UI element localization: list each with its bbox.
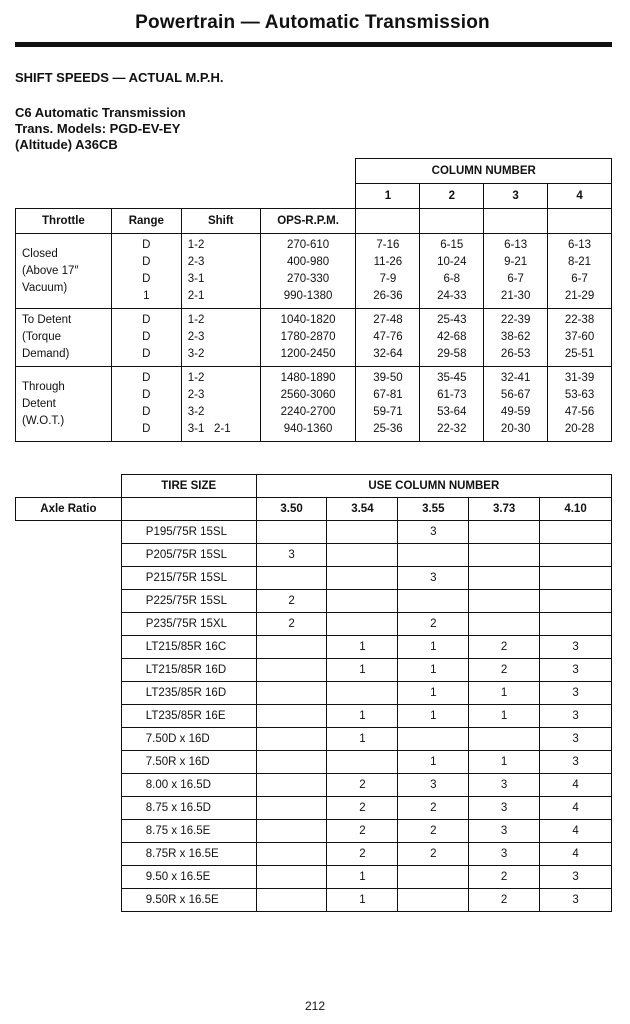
table-row (16, 567, 612, 590)
column-number-cell (398, 728, 469, 751)
column-number-cell (398, 544, 469, 567)
rpm-cell (260, 367, 356, 442)
shift-cell-line: 1-2 (187, 314, 205, 326)
blank-cell (16, 843, 122, 866)
table-row (16, 521, 612, 544)
shift-group-row (16, 234, 612, 309)
column-number-cell: 3 (540, 636, 612, 659)
column-number: 3 (484, 184, 548, 209)
rpm-cell-line: 2560-3060 (280, 389, 336, 401)
column-number-cell (540, 590, 612, 613)
column-number-cell (398, 889, 469, 912)
speed-cell-line: 26-53 (500, 348, 531, 360)
blank-cell (16, 705, 122, 728)
speed-cell-line: 11-26 (373, 256, 403, 268)
rpm-cell-line: 270-330 (286, 273, 330, 285)
speed-cell-line: 29-58 (437, 348, 467, 360)
throttle-header: Throttle (16, 209, 112, 234)
tire-size-cell: 8.75R x 16.5E (121, 843, 256, 866)
range-cell-line: D (142, 239, 151, 251)
table-row (16, 774, 612, 797)
column-number-cell: 4 (540, 820, 612, 843)
column-number-cell (256, 797, 327, 820)
table-row (16, 590, 612, 613)
range-cell-line: D (142, 331, 151, 343)
blank-cell (16, 774, 122, 797)
axle-ratio: 3.73 (469, 498, 540, 521)
shift-speeds-table (15, 158, 612, 442)
shift-cell-line: 2-3 (187, 389, 205, 401)
rpm-cell-line: 1040-1820 (280, 314, 336, 326)
column-number-cell (256, 705, 327, 728)
speed-cell-line: 25-36 (373, 423, 403, 435)
subheading-line-3: (Altitude) A36CB (15, 137, 118, 152)
throttle-cell (16, 309, 112, 367)
blank-cell (16, 820, 122, 843)
column-number-cell (469, 728, 540, 751)
column-number-cell: 3 (398, 521, 469, 544)
blank-cell (16, 544, 122, 567)
column-number-cell: 3 (398, 567, 469, 590)
table-row (16, 820, 612, 843)
column-number-cell: 4 (540, 797, 612, 820)
column-number-cell: 2 (256, 590, 327, 613)
column-number-cell: 3 (540, 751, 612, 774)
column-number-cell (256, 521, 327, 544)
speed-cell-line: 7-9 (379, 273, 397, 285)
speed-cell-line: 38-62 (500, 331, 531, 343)
column-number-cell: 2 (398, 797, 469, 820)
shift-header: Shift (181, 209, 260, 234)
column-number-header: COLUMN NUMBER (356, 159, 612, 184)
shift-cell-line: 3-1 2-1 (187, 423, 231, 435)
tire-size-cell: 9.50 x 16.5E (121, 866, 256, 889)
speed-cell-line: 21-29 (564, 290, 595, 302)
column-number-cell: 2 (469, 636, 540, 659)
column-number-cell: 2 (469, 889, 540, 912)
column-number-cell: 3 (469, 820, 540, 843)
rpm-cell-line: 270-610 (286, 239, 330, 251)
column-number-cell (256, 682, 327, 705)
shift-cell (181, 367, 260, 442)
table-row (16, 843, 612, 866)
speed-cell-line: 26-36 (373, 290, 403, 302)
shift-cell-line: 2-1 (187, 290, 205, 302)
speed-cell-line: 42-68 (437, 331, 467, 343)
shift-cell-line: 2-3 (187, 331, 205, 343)
column-number-cell: 1 (398, 705, 469, 728)
tire-size-cell: P215/75R 15SL (121, 567, 256, 590)
column-number-cell (256, 751, 327, 774)
table-row (16, 866, 612, 889)
speed-cell-line: 39-50 (373, 372, 403, 384)
speed-cell-line: 9-21 (504, 256, 528, 268)
column-number-cell (540, 567, 612, 590)
column-number-cell: 1 (327, 728, 398, 751)
column-number-cell: 2 (327, 820, 398, 843)
throttle-cell-line: (Torque (22, 331, 61, 343)
range-cell-line: D (142, 389, 151, 401)
speed-cell-line: 35-45 (437, 372, 467, 384)
axle-ratio: 3.54 (327, 498, 398, 521)
column-number-cell (256, 567, 327, 590)
column-number-cell: 1 (327, 636, 398, 659)
shift-cell (181, 309, 260, 367)
speed-cell (356, 234, 420, 309)
range-cell-line: D (142, 273, 151, 285)
tire-size-cell: LT215/85R 16D (121, 659, 256, 682)
speed-cell (420, 367, 484, 442)
column-number-cell (256, 774, 327, 797)
column-number-cell: 3 (540, 866, 612, 889)
blank-cell (16, 682, 122, 705)
tire-size-cell: 9.50R x 16.5E (121, 889, 256, 912)
axle-ratio: 4.10 (540, 498, 612, 521)
subheading-line-1: C6 Automatic Transmission (15, 105, 186, 120)
column-number-cell: 2 (469, 659, 540, 682)
column-number-cell: 1 (398, 751, 469, 774)
column-number-cell: 1 (469, 751, 540, 774)
speed-cell-line: 22-39 (500, 314, 531, 326)
table-row (16, 659, 612, 682)
column-number-cell (540, 544, 612, 567)
range-cell-line: D (142, 256, 151, 268)
speed-cell-line: 20-30 (500, 423, 531, 435)
blank-cell (16, 521, 122, 544)
column-number-cell (256, 843, 327, 866)
speed-cell-line: 25-43 (437, 314, 467, 326)
page-number: 212 (304, 999, 326, 1013)
speed-cell (484, 309, 548, 367)
column-number-cell (256, 659, 327, 682)
axle-ratio-header: Axle Ratio (16, 498, 122, 521)
column-number-cell: 1 (469, 682, 540, 705)
speed-cell-line: 49-59 (500, 406, 531, 418)
column-number-cell: 2 (398, 613, 469, 636)
tire-size-cell: P225/75R 15SL (121, 590, 256, 613)
tire-size-cell: 8.00 x 16.5D (121, 774, 256, 797)
table-row (16, 797, 612, 820)
blank-cell (16, 567, 122, 590)
column-number-cell (327, 544, 398, 567)
tire-size-cell: 7.50R x 16D (121, 751, 256, 774)
column-number-cell (327, 521, 398, 544)
throttle-cell-line: (Above 17″ (22, 264, 79, 277)
speed-cell-line: 56-67 (500, 389, 531, 401)
speed-cell-line: 31-39 (564, 372, 595, 384)
speed-cell-line: 7-16 (376, 239, 400, 251)
range-cell-line: 1 (143, 290, 150, 302)
speed-cell-line: 53-63 (564, 389, 595, 401)
column-number-cell (469, 613, 540, 636)
column-number-cell: 3 (540, 705, 612, 728)
column-number-cell (469, 590, 540, 613)
rpm-cell-line: 400-980 (286, 256, 330, 268)
use-column-number-header: USE COLUMN NUMBER (256, 475, 611, 498)
column-number-cell: 3 (540, 659, 612, 682)
column-number-cell: 3 (256, 544, 327, 567)
shift-cell-line: 1-2 (187, 372, 205, 384)
title-rule (15, 42, 612, 47)
speed-cell-line: 25-51 (564, 348, 595, 360)
range-cell (111, 367, 181, 442)
speed-cell-line: 27-48 (373, 314, 403, 326)
speed-cell (356, 309, 420, 367)
speed-cell (484, 367, 548, 442)
blank-cell (16, 889, 122, 912)
speed-cell-line: 47-76 (373, 331, 403, 343)
column-number-cell: 3 (540, 728, 612, 751)
blank-cell (16, 590, 122, 613)
column-number-cell (398, 590, 469, 613)
rpm-cell-line: 1480-1890 (280, 372, 336, 384)
table-row (16, 613, 612, 636)
subheading-line-2: Trans. Models: PGD-EV-EY (15, 121, 181, 136)
range-header: Range (111, 209, 181, 234)
shift-cell (181, 234, 260, 309)
throttle-cell-line: Detent (22, 397, 56, 410)
blank-cell (16, 728, 122, 751)
column-number-cell: 2 (327, 843, 398, 866)
speed-cell-line: 22-38 (564, 314, 595, 326)
shift-cell-line: 1-2 (187, 239, 205, 251)
tire-size-cell: LT235/85R 16D (121, 682, 256, 705)
shift-group-row (16, 367, 612, 442)
shift-group-row (16, 309, 612, 367)
rpm-cell-line: 1200-2450 (280, 348, 336, 360)
rpm-header: OPS-R.P.M. (260, 209, 356, 234)
tire-size-table (15, 474, 612, 912)
speed-cell-line: 32-41 (500, 372, 531, 384)
column-number-cell: 3 (469, 774, 540, 797)
column-number-cell: 2 (469, 866, 540, 889)
column-number-cell (469, 567, 540, 590)
column-number-cell (327, 590, 398, 613)
speed-cell (548, 309, 612, 367)
axle-ratio: 3.50 (256, 498, 327, 521)
rpm-cell-line: 1780-2870 (280, 331, 336, 343)
column-number-cell (540, 613, 612, 636)
axle-ratio: 3.55 (398, 498, 469, 521)
speed-cell (420, 309, 484, 367)
section-heading: SHIFT SPEEDS — ACTUAL M.P.H. (15, 70, 224, 85)
tire-size-header: TIRE SIZE (121, 475, 256, 498)
speed-cell-line: 8-21 (568, 256, 592, 268)
column-number-cell: 1 (398, 659, 469, 682)
column-number-cell: 2 (398, 843, 469, 866)
column-number-cell (327, 613, 398, 636)
speed-cell-line: 21-30 (500, 290, 531, 302)
blank-cell (16, 866, 122, 889)
rpm-cell-line: 990-1380 (283, 290, 333, 302)
speed-cell-line: 6-13 (568, 239, 592, 251)
speed-cell-line: 10-24 (437, 256, 467, 268)
throttle-cell-line: To Detent (22, 314, 72, 326)
throttle-cell-line: Through (22, 380, 65, 393)
speed-cell (548, 367, 612, 442)
shift-cell-line: 2-3 (187, 256, 205, 268)
column-number-cell: 2 (398, 820, 469, 843)
column-number-cell (256, 889, 327, 912)
shift-cell-line: 3-2 (187, 348, 205, 360)
tire-size-cell: 8.75 x 16.5E (121, 820, 256, 843)
table-row (16, 889, 612, 912)
blank-cell (16, 659, 122, 682)
column-number-cell: 3 (540, 889, 612, 912)
speed-cell-line: 6-15 (440, 239, 464, 251)
column-number-cell: 1 (327, 889, 398, 912)
rpm-cell (260, 234, 356, 309)
table-row (16, 705, 612, 728)
speed-cell-line: 6-7 (507, 273, 524, 285)
table-row (16, 682, 612, 705)
column-number-cell: 1 (398, 636, 469, 659)
column-number-cell (256, 866, 327, 889)
column-number-cell: 2 (327, 774, 398, 797)
speed-cell-line: 6-8 (443, 273, 461, 285)
speed-cell-line: 61-73 (437, 389, 467, 401)
table-row (16, 728, 612, 751)
tire-size-cell: 7.50D x 16D (121, 728, 256, 751)
column-number-cell: 1 (327, 659, 398, 682)
tire-size-cell: LT215/85R 16C (121, 636, 256, 659)
speed-cell (548, 234, 612, 309)
column-number-cell (469, 544, 540, 567)
column-number-cell: 3 (398, 774, 469, 797)
shift-cell-line: 3-1 (187, 273, 205, 285)
column-number-cell (327, 567, 398, 590)
column-number-cell: 3 (469, 797, 540, 820)
speed-cell (484, 234, 548, 309)
speed-cell-line: 6-7 (571, 273, 588, 285)
column-number-cell: 3 (540, 682, 612, 705)
tire-size-cell: P235/75R 15XL (121, 613, 256, 636)
column-number-cell: 3 (469, 843, 540, 866)
page-title: Powertrain — Automatic Transmission (135, 12, 490, 33)
blank-cell (16, 613, 122, 636)
column-number-cell: 1 (327, 866, 398, 889)
tire-size-cell: LT235/85R 16E (121, 705, 256, 728)
rpm-cell (260, 309, 356, 367)
table-row (16, 751, 612, 774)
speed-cell-line: 22-32 (437, 423, 467, 435)
column-number-cell: 4 (540, 843, 612, 866)
table-row (16, 544, 612, 567)
range-cell-line: D (142, 348, 151, 360)
column-number-cell: 1 (327, 705, 398, 728)
tire-size-cell: P205/75R 15SL (121, 544, 256, 567)
speed-cell-line: 53-64 (437, 406, 467, 418)
blank-cell (16, 751, 122, 774)
speed-cell-line: 32-64 (373, 348, 403, 360)
speed-cell (356, 367, 420, 442)
column-number: 4 (548, 184, 612, 209)
range-cell-line: D (142, 314, 151, 326)
throttle-cell-line: Closed (22, 247, 58, 260)
throttle-cell-line: Demand) (22, 348, 70, 360)
speed-cell-line: 37-60 (564, 331, 595, 343)
column-number: 1 (356, 184, 420, 209)
tire-size-cell: P195/75R 15SL (121, 521, 256, 544)
column-number-cell (469, 521, 540, 544)
range-cell (111, 234, 181, 309)
column-number-cell (327, 682, 398, 705)
speed-cell (420, 234, 484, 309)
column-number-cell: 4 (540, 774, 612, 797)
column-number-cell: 1 (398, 682, 469, 705)
range-cell-line: D (142, 423, 151, 435)
column-number-cell (256, 636, 327, 659)
speed-cell-line: 24-33 (437, 290, 467, 302)
column-number: 2 (420, 184, 484, 209)
rpm-cell-line: 2240-2700 (280, 406, 336, 418)
throttle-cell-line: Vacuum) (22, 281, 68, 294)
blank-cell (16, 636, 122, 659)
blank-cell (16, 797, 122, 820)
shift-cell-line: 3-2 (187, 406, 205, 418)
throttle-cell (16, 367, 112, 442)
column-number-cell: 1 (469, 705, 540, 728)
speed-cell-line: 20-28 (564, 423, 595, 435)
table-row (16, 636, 612, 659)
column-number-cell (327, 751, 398, 774)
column-number-cell: 2 (256, 613, 327, 636)
column-number-cell (540, 521, 612, 544)
column-number-cell (256, 820, 327, 843)
range-cell-line: D (142, 372, 151, 384)
speed-cell-line: 47-56 (564, 406, 595, 418)
column-number-cell: 2 (327, 797, 398, 820)
throttle-cell-line: (W.O.T.) (22, 414, 65, 427)
column-number-cell (256, 728, 327, 751)
speed-cell-line: 67-81 (373, 389, 403, 401)
speed-cell-line: 6-13 (504, 239, 528, 251)
range-cell-line: D (142, 406, 151, 418)
speed-cell-line: 59-71 (373, 406, 403, 418)
tire-size-cell: 8.75 x 16.5D (121, 797, 256, 820)
rpm-cell-line: 940-1360 (283, 423, 333, 435)
range-cell (111, 309, 181, 367)
throttle-cell (16, 234, 112, 309)
column-number-cell (398, 866, 469, 889)
